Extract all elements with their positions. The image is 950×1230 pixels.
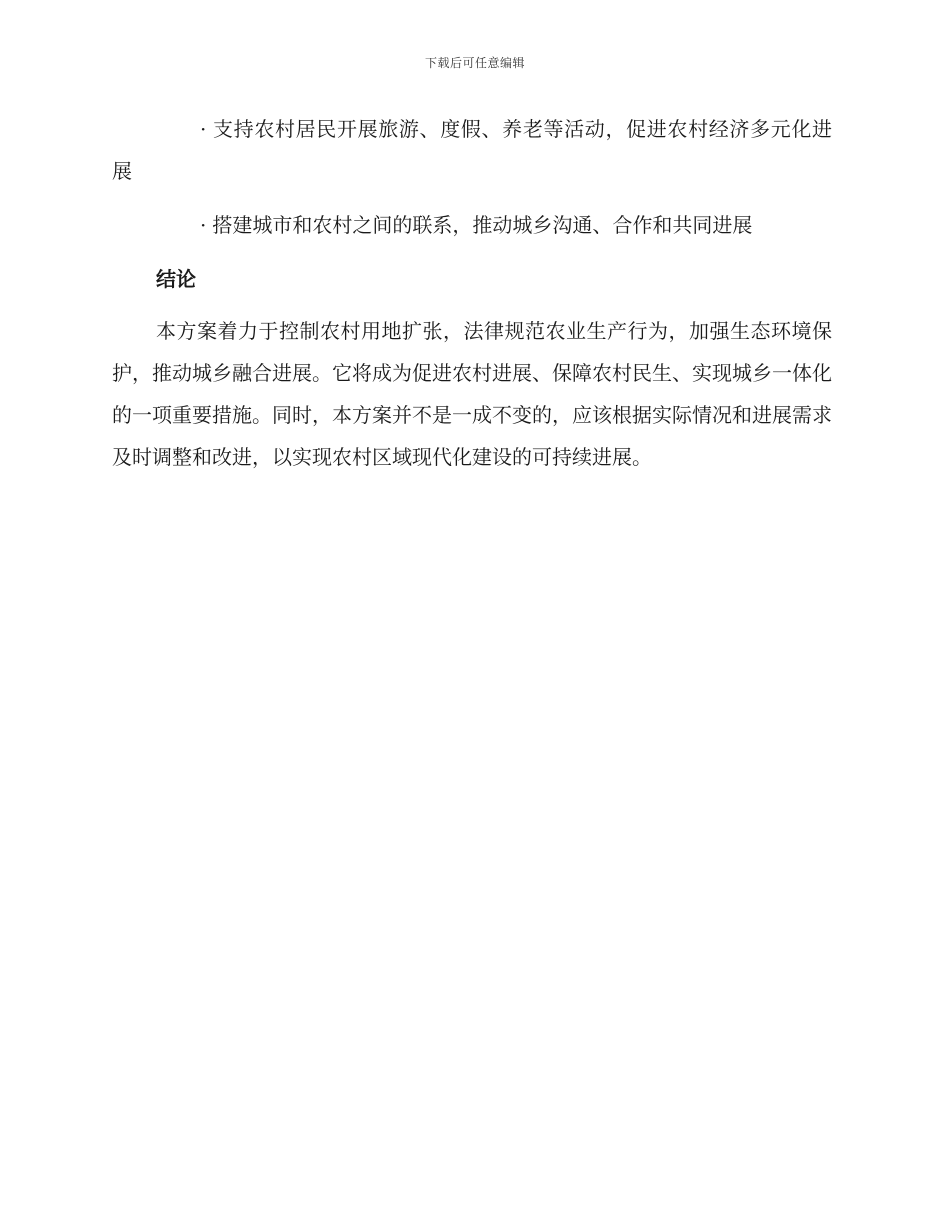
bullet-item [112, 204, 832, 246]
bullet-marker: · [200, 117, 207, 141]
section-heading-conclusion: 结论 [156, 267, 196, 291]
bullet-item [112, 108, 832, 192]
bullet-marker: · [200, 213, 207, 237]
conclusion-paragraph: 本方案着力于控制农村用地扩张，法律规范农业生产行为，加强生态环境保护，推动城乡融合进展。它将成为促进农村进展、保障农村民生、实现城乡一体化的一项重要措施。同时，本方案并不是一成不变的，应该根据实际情况和进展需求及时调整和改进，以实现农村区域现代化建设的可持续进展。 [112, 319, 832, 469]
page-header-note: 下载后可任意编辑 [424, 56, 525, 70]
document-body [112, 108, 832, 478]
bullet-text: 搭建城市和农村之间的联系，推动城乡沟通、合作和共同进展 [212, 213, 753, 237]
bullet-text: 支持农村居民开展旅游、度假、养老等活动，促进农村经济多元化进展 [112, 117, 832, 183]
